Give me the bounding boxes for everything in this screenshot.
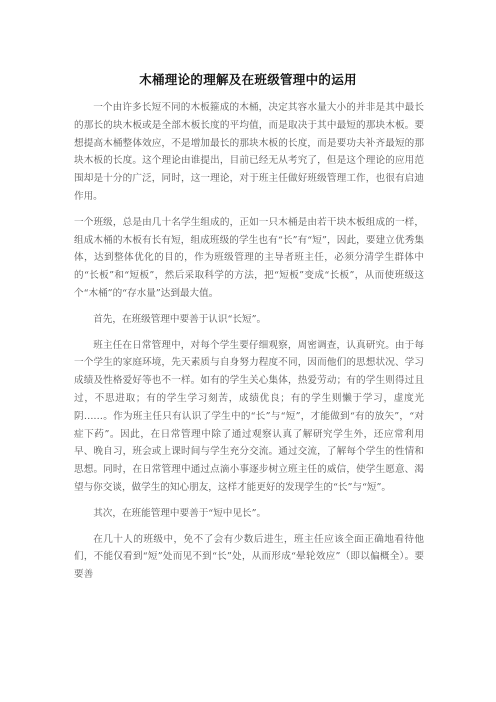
paragraph-second-detail: 在几十人的班级中，免不了会有少数后进生，班主任应该全面正确地看待他们，不能仅看到“短”处而见不到“长”处，从而形成“晕轮效应”（即以偏概全）。要要善 bbox=[74, 533, 424, 581]
paragraph-class-analogy: 一个班级，总是由几十名学生组成的，正如一只木桶是由若干块木板组成的一样，组成木桶的木板有长有短，组成班级的学生也有“长”有“短”，因此，要建立优秀集体，达到整体优化的目的，作为班级管理的主导者班主任，必须分清学生群体中的“长板”和“短板”，然后采取科学的方法，把“短板”变成“长板”，从而使班级这个“木桶”的“存水量”达到最大值。 bbox=[74, 216, 424, 299]
paragraph-intro: 一个由许多长短不同的木板箍成的木桶，决定其容水量大小的并非是其中最长的那长的块木板或是全部木板长度的平均值，而是取决于其中最短的那块木板。要想提高木桶整体效应，不是增加最长的那块木板的长度，而是要功夫补齐最短的那块木板的长度。这个理论由谁提出，目前已经无从考究了，但是这个理论的应用范围却是十分的广泛，同时，这一理论，对于班主任做好班级管理工作，也很有启迪作用。 bbox=[74, 102, 424, 202]
page-title: 木桶理论的理解及在班级管理中的运用 bbox=[139, 72, 357, 87]
paragraph-second-point: 其次，在班能管理中要善于“短中见长”。 bbox=[93, 507, 267, 519]
paragraph-first-point: 首先，在班级管理中要善于认识“长短”。 bbox=[93, 313, 267, 325]
document-body bbox=[74, 99, 424, 592]
paragraph-first-detail: 班主任在日常管理中，对每个学生要仔细观察，周密调查，认真研究。由于每一个学生的家庭环境，先天素质与自身努力程度不同，因而他们的思想状况、学习成绩及性格爱好等也不一样。如有的学生关心集体，热爱劳动；有的学生则得过且过，不思进取；有的学生学习刻苦，成绩优良；有的学生则懒于学习，虚度光阴……。作为班主任只有认识了学生中的“长”与“短”，才能做到“有的放矢”，“对症下药”。因此，在日常管理中除了通过观察认真了解研究学生外，还应常利用早、晚自习，班会或上课时间与学生充分交流。通过交流，了解每个学生的性情和思想。同时，在日常管理中通过点滴小事逐步树立班主任的威信，使学生愿意、渴望与你交谈，做学生的知心朋友，这样才能更好的发现学生的“长”与“短”。 bbox=[74, 339, 424, 493]
